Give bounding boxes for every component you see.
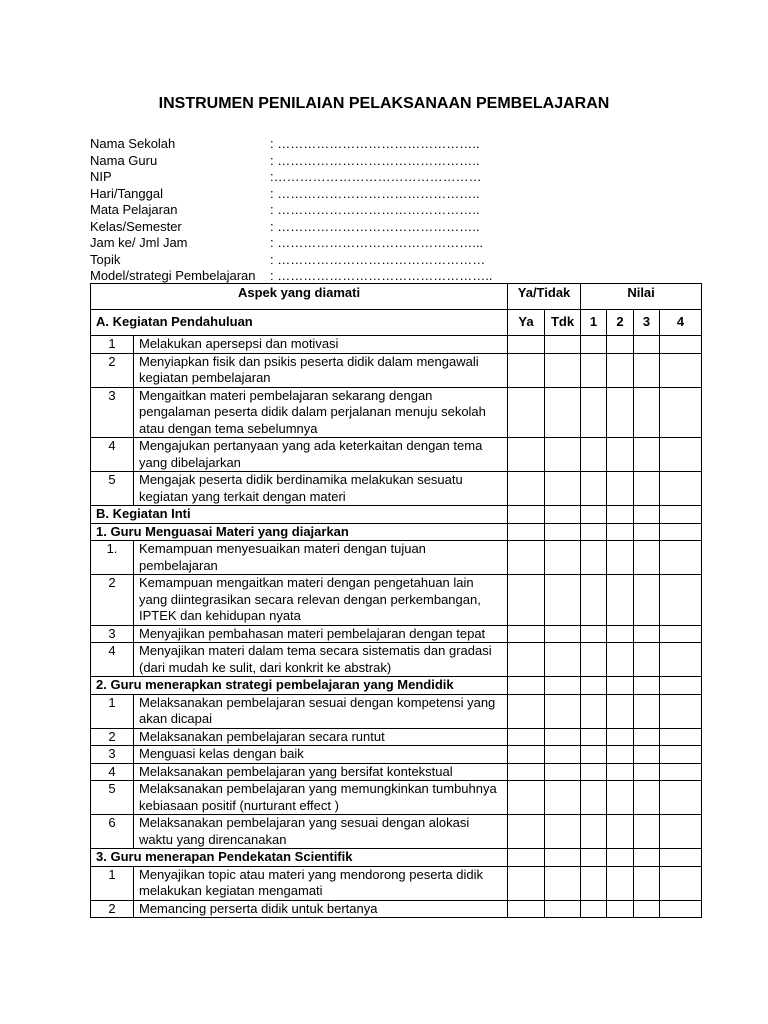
ya-cell[interactable] [508, 900, 545, 918]
nilai-4-cell[interactable] [660, 472, 702, 506]
ya-cell[interactable] [508, 353, 545, 387]
info-value: : ……………………………………….. [270, 202, 480, 217]
item-number: 4 [91, 438, 134, 472]
info-label: Nama Guru [90, 152, 158, 168]
nilai-3-cell[interactable] [634, 438, 660, 472]
item-description: Mengajak peserta didik berdinamika melakukan sesuatu kegiatan yang terkait dengan materi [134, 472, 508, 506]
info-row-teacher [90, 153, 700, 170]
nilai-2-cell[interactable] [607, 728, 634, 746]
nilai-2-cell[interactable] [607, 336, 634, 354]
info-row-school [90, 136, 700, 153]
nilai-2-cell[interactable] [607, 353, 634, 387]
nilai-2-cell[interactable] [607, 523, 634, 541]
info-value: : ………………………………………… [270, 251, 486, 267]
nilai-4-cell[interactable] [660, 336, 702, 354]
nilai-3-cell[interactable] [634, 625, 660, 643]
table-row [91, 353, 702, 387]
tdk-cell[interactable] [545, 694, 581, 728]
nilai-2-cell[interactable] [607, 694, 634, 728]
nilai-3-cell[interactable] [634, 746, 660, 764]
nilai-4-cell[interactable] [660, 625, 702, 643]
info-label: Nama Sekolah [90, 136, 176, 151]
section-heading: 1. Guru Menguasai Materi yang diajarkan [91, 523, 508, 541]
section-row [91, 523, 702, 541]
item-description: Melaksanakan pembelajaran yang sesuai dengan alokasi waktu yang direncanakan [134, 815, 508, 849]
section-row [91, 677, 702, 695]
nilai-1-cell[interactable] [581, 781, 607, 815]
tdk-cell[interactable] [545, 781, 581, 815]
nilai-2-cell[interactable] [607, 763, 634, 781]
nilai-3-cell[interactable] [634, 472, 660, 506]
nilai-2-cell[interactable] [607, 387, 634, 438]
nilai-4-cell[interactable] [660, 438, 702, 472]
nilai-2-cell[interactable] [607, 438, 634, 472]
table-row [91, 541, 702, 575]
nilai-3-cell[interactable] [634, 763, 660, 781]
nilai-2-cell[interactable] [607, 746, 634, 764]
nilai-4-cell[interactable] [660, 746, 702, 764]
nilai-4-cell[interactable] [660, 763, 702, 781]
item-number: 1 [91, 866, 134, 900]
info-value: : ……………………………………….. [270, 218, 480, 234]
nilai-2-cell[interactable] [607, 575, 634, 626]
tdk-cell[interactable] [545, 866, 581, 900]
nilai-3-cell[interactable] [634, 523, 660, 541]
info-row-subject [90, 202, 700, 219]
tdk-cell[interactable] [545, 387, 581, 438]
nilai-1-cell[interactable] [581, 815, 607, 849]
header-nilai-2: 2 [607, 310, 634, 336]
table-row [91, 625, 702, 643]
info-label: NIP [90, 169, 112, 184]
header-nilai-1: 1 [581, 310, 607, 336]
tdk-cell[interactable] [545, 353, 581, 387]
nilai-4-cell[interactable] [660, 387, 702, 438]
tdk-cell[interactable] [545, 336, 581, 354]
item-description: Mengajukan pertanyaan yang ada keterkaitan dengan tema yang dibelajarkan [134, 438, 508, 472]
info-label: Model/strategi Pembelajaran [90, 268, 256, 283]
document-title: INSTRUMEN PENILAIAN PELAKSANAAN PEMBELAJARAN [158, 95, 610, 112]
nilai-1-cell[interactable] [581, 625, 607, 643]
nilai-1-cell[interactable] [581, 438, 607, 472]
nilai-2-cell[interactable] [607, 625, 634, 643]
nilai-4-cell[interactable] [660, 900, 702, 918]
nilai-1-cell[interactable] [581, 728, 607, 746]
item-number: 5 [91, 472, 134, 506]
nilai-2-cell[interactable] [607, 506, 634, 524]
item-description: Menyajikan topic atau materi yang mendorong peserta didik melakukan kegiatan mengamati [134, 866, 508, 900]
info-row-topic [90, 252, 700, 269]
nilai-3-cell[interactable] [634, 781, 660, 815]
tdk-cell[interactable] [545, 900, 581, 918]
section-a-heading: A. Kegiatan Pendahuluan [91, 310, 508, 336]
item-number: 4 [91, 643, 134, 677]
nilai-1-cell[interactable] [581, 353, 607, 387]
info-label: Topik [90, 251, 121, 267]
tdk-cell[interactable] [545, 506, 581, 524]
item-number: 2 [91, 900, 134, 918]
info-value: : ……………………………………….. [270, 152, 480, 168]
table-subheader-row [91, 310, 702, 336]
tdk-cell[interactable] [545, 541, 581, 575]
table-row [91, 746, 702, 764]
nilai-1-cell[interactable] [581, 387, 607, 438]
nilai-3-cell[interactable] [634, 900, 660, 918]
item-description: Menyajikan pembahasan materi pembelajaran dengan tepat [134, 625, 508, 643]
nilai-2-cell[interactable] [607, 815, 634, 849]
nilai-2-cell[interactable] [607, 900, 634, 918]
nilai-1-cell[interactable] [581, 541, 607, 575]
table-row [91, 472, 702, 506]
nilai-3-cell[interactable] [634, 728, 660, 746]
item-description: Melakukan apersepsi dan motivasi [134, 336, 508, 354]
item-number: 2 [91, 575, 134, 626]
item-description: Menyiapkan fisik dan psikis peserta didik dalam mengawali kegiatan pembelajaran [134, 353, 508, 387]
tdk-cell[interactable] [545, 677, 581, 695]
tdk-cell[interactable] [545, 575, 581, 626]
section-row [91, 506, 702, 524]
item-description: Kemampuan mengaitkan materi dengan pengetahuan lain yang diintegrasikan secara relevan dengan perkembangan, IPTEK dan kehidupan nyata [134, 575, 508, 626]
ya-cell[interactable] [508, 541, 545, 575]
item-number: 3 [91, 746, 134, 764]
nilai-3-cell[interactable] [634, 336, 660, 354]
nilai-2-cell[interactable] [607, 643, 634, 677]
nilai-2-cell[interactable] [607, 781, 634, 815]
info-label: Mata Pelajaran [90, 202, 178, 217]
ya-cell[interactable] [508, 728, 545, 746]
nilai-1-cell[interactable] [581, 694, 607, 728]
tdk-cell[interactable] [545, 728, 581, 746]
table-row [91, 694, 702, 728]
item-number: 3 [91, 625, 134, 643]
identity-fields [90, 136, 700, 285]
tdk-cell[interactable] [545, 472, 581, 506]
header-yatidak: Ya/Tidak [508, 284, 581, 310]
section-row [91, 849, 702, 867]
nilai-2-cell[interactable] [607, 677, 634, 695]
nilai-1-cell[interactable] [581, 506, 607, 524]
info-row-hours [90, 235, 700, 252]
nilai-3-cell[interactable] [634, 353, 660, 387]
item-number: 2 [91, 353, 134, 387]
ya-cell[interactable] [508, 506, 545, 524]
info-label: Kelas/Semester [90, 218, 182, 234]
item-description: Melaksanakan pembelajaran yang memungkinkan tumbuhnya kebiasaan positif (nurturant effect ) [134, 781, 508, 815]
table-row [91, 763, 702, 781]
nilai-4-cell[interactable] [660, 643, 702, 677]
ya-cell[interactable] [508, 387, 545, 438]
info-value: : ………………………………………….. [270, 268, 493, 283]
nilai-3-cell[interactable] [634, 387, 660, 438]
table-row [91, 815, 702, 849]
info-row-date [90, 186, 700, 203]
tdk-cell[interactable] [545, 523, 581, 541]
table-row [91, 643, 702, 677]
item-description: Menyajikan materi dalam tema secara sistematis dan gradasi (dari mudah ke sulit, dari konkrit ke abstrak) [134, 643, 508, 677]
info-value: : ………………………………………... [270, 235, 484, 250]
table-row [91, 866, 702, 900]
item-description: Melaksanakan pembelajaran sesuai dengan kompetensi yang akan dicapai [134, 694, 508, 728]
nilai-1-cell[interactable] [581, 763, 607, 781]
header-nilai-3: 3 [634, 310, 660, 336]
nilai-1-cell[interactable] [581, 866, 607, 900]
nilai-1-cell[interactable] [581, 523, 607, 541]
tdk-cell[interactable] [545, 849, 581, 867]
table-row [91, 728, 702, 746]
tdk-cell[interactable] [545, 815, 581, 849]
item-description: Menguasi kelas dengan baik [134, 746, 508, 764]
info-value: : ……………………………………….. [270, 185, 480, 201]
nilai-4-cell[interactable] [660, 815, 702, 849]
table-header-row [91, 284, 702, 310]
ya-cell[interactable] [508, 694, 545, 728]
header-nilai-4: 4 [660, 310, 702, 336]
item-number: 4 [91, 763, 134, 781]
info-value: : ……………………………………….. [270, 136, 480, 151]
nilai-3-cell[interactable] [634, 815, 660, 849]
nilai-4-cell[interactable] [660, 677, 702, 695]
info-label: Hari/Tanggal [90, 185, 163, 201]
nilai-2-cell[interactable] [607, 866, 634, 900]
table-row [91, 900, 702, 918]
item-number: 3 [91, 387, 134, 438]
ya-cell[interactable] [508, 625, 545, 643]
table-row [91, 781, 702, 815]
nilai-3-cell[interactable] [634, 575, 660, 626]
nilai-3-cell[interactable] [634, 506, 660, 524]
nilai-4-cell[interactable] [660, 694, 702, 728]
nilai-2-cell[interactable] [607, 541, 634, 575]
table-row [91, 387, 702, 438]
nilai-1-cell[interactable] [581, 746, 607, 764]
item-number: 1. [91, 541, 134, 575]
nilai-1-cell[interactable] [581, 849, 607, 867]
item-number: 6 [91, 815, 134, 849]
info-row-nip [90, 169, 700, 186]
nilai-1-cell[interactable] [581, 336, 607, 354]
ya-cell[interactable] [508, 677, 545, 695]
ya-cell[interactable] [508, 866, 545, 900]
item-description: Kemampuan menyesuaikan materi dengan tujuan pembelajaran [134, 541, 508, 575]
nilai-4-cell[interactable] [660, 575, 702, 626]
ya-cell[interactable] [508, 575, 545, 626]
nilai-1-cell[interactable] [581, 900, 607, 918]
assessment-table [90, 283, 702, 918]
nilai-2-cell[interactable] [607, 849, 634, 867]
nilai-3-cell[interactable] [634, 849, 660, 867]
nilai-4-cell[interactable] [660, 849, 702, 867]
info-value: :………………………………………… [270, 169, 482, 184]
header-aspek: Aspek yang diamati [91, 284, 508, 310]
nilai-3-cell[interactable] [634, 694, 660, 728]
nilai-3-cell[interactable] [634, 541, 660, 575]
nilai-1-cell[interactable] [581, 575, 607, 626]
ya-cell[interactable] [508, 815, 545, 849]
nilai-3-cell[interactable] [634, 866, 660, 900]
nilai-1-cell[interactable] [581, 472, 607, 506]
item-number: 1 [91, 694, 134, 728]
header-tdk: Tdk [545, 310, 581, 336]
ya-cell[interactable] [508, 849, 545, 867]
nilai-3-cell[interactable] [634, 677, 660, 695]
table-row [91, 438, 702, 472]
nilai-1-cell[interactable] [581, 677, 607, 695]
nilai-4-cell[interactable] [660, 523, 702, 541]
ya-cell[interactable] [508, 523, 545, 541]
nilai-4-cell[interactable] [660, 541, 702, 575]
ya-cell[interactable] [508, 472, 545, 506]
item-number: 5 [91, 781, 134, 815]
item-description: Memancing perserta didik untuk bertanya [134, 900, 508, 918]
nilai-3-cell[interactable] [634, 643, 660, 677]
section-heading: 2. Guru menerapkan strategi pembelajaran yang Mendidik [91, 677, 508, 695]
tdk-cell[interactable] [545, 763, 581, 781]
ya-cell[interactable] [508, 781, 545, 815]
nilai-2-cell[interactable] [607, 472, 634, 506]
ya-cell[interactable] [508, 336, 545, 354]
ya-cell[interactable] [508, 746, 545, 764]
item-description: Melaksanakan pembelajaran secara runtut [134, 728, 508, 746]
tdk-cell[interactable] [545, 746, 581, 764]
header-nilai: Nilai [581, 284, 702, 310]
tdk-cell[interactable] [545, 438, 581, 472]
table-row [91, 336, 702, 354]
nilai-4-cell[interactable] [660, 781, 702, 815]
nilai-4-cell[interactable] [660, 353, 702, 387]
nilai-4-cell[interactable] [660, 506, 702, 524]
nilai-4-cell[interactable] [660, 866, 702, 900]
ya-cell[interactable] [508, 763, 545, 781]
ya-cell[interactable] [508, 438, 545, 472]
item-number: 1 [91, 336, 134, 354]
info-label: Jam ke/ Jml Jam [90, 235, 188, 250]
item-description: Melaksanakan pembelajaran yang bersifat kontekstual [134, 763, 508, 781]
section-heading: 3. Guru menerapan Pendekatan Scientifik [91, 849, 508, 867]
item-description: Mengaitkan materi pembelajaran sekarang dengan pengalaman peserta didik dalam perjalanan menuju sekolah atau dengan tema sebelumnya [134, 387, 508, 438]
ya-cell[interactable] [508, 643, 545, 677]
header-ya: Ya [508, 310, 545, 336]
nilai-4-cell[interactable] [660, 728, 702, 746]
info-row-class [90, 219, 700, 236]
tdk-cell[interactable] [545, 643, 581, 677]
nilai-1-cell[interactable] [581, 643, 607, 677]
section-heading: B. Kegiatan Inti [91, 506, 508, 524]
table-row [91, 575, 702, 626]
item-number: 2 [91, 728, 134, 746]
tdk-cell[interactable] [545, 625, 581, 643]
